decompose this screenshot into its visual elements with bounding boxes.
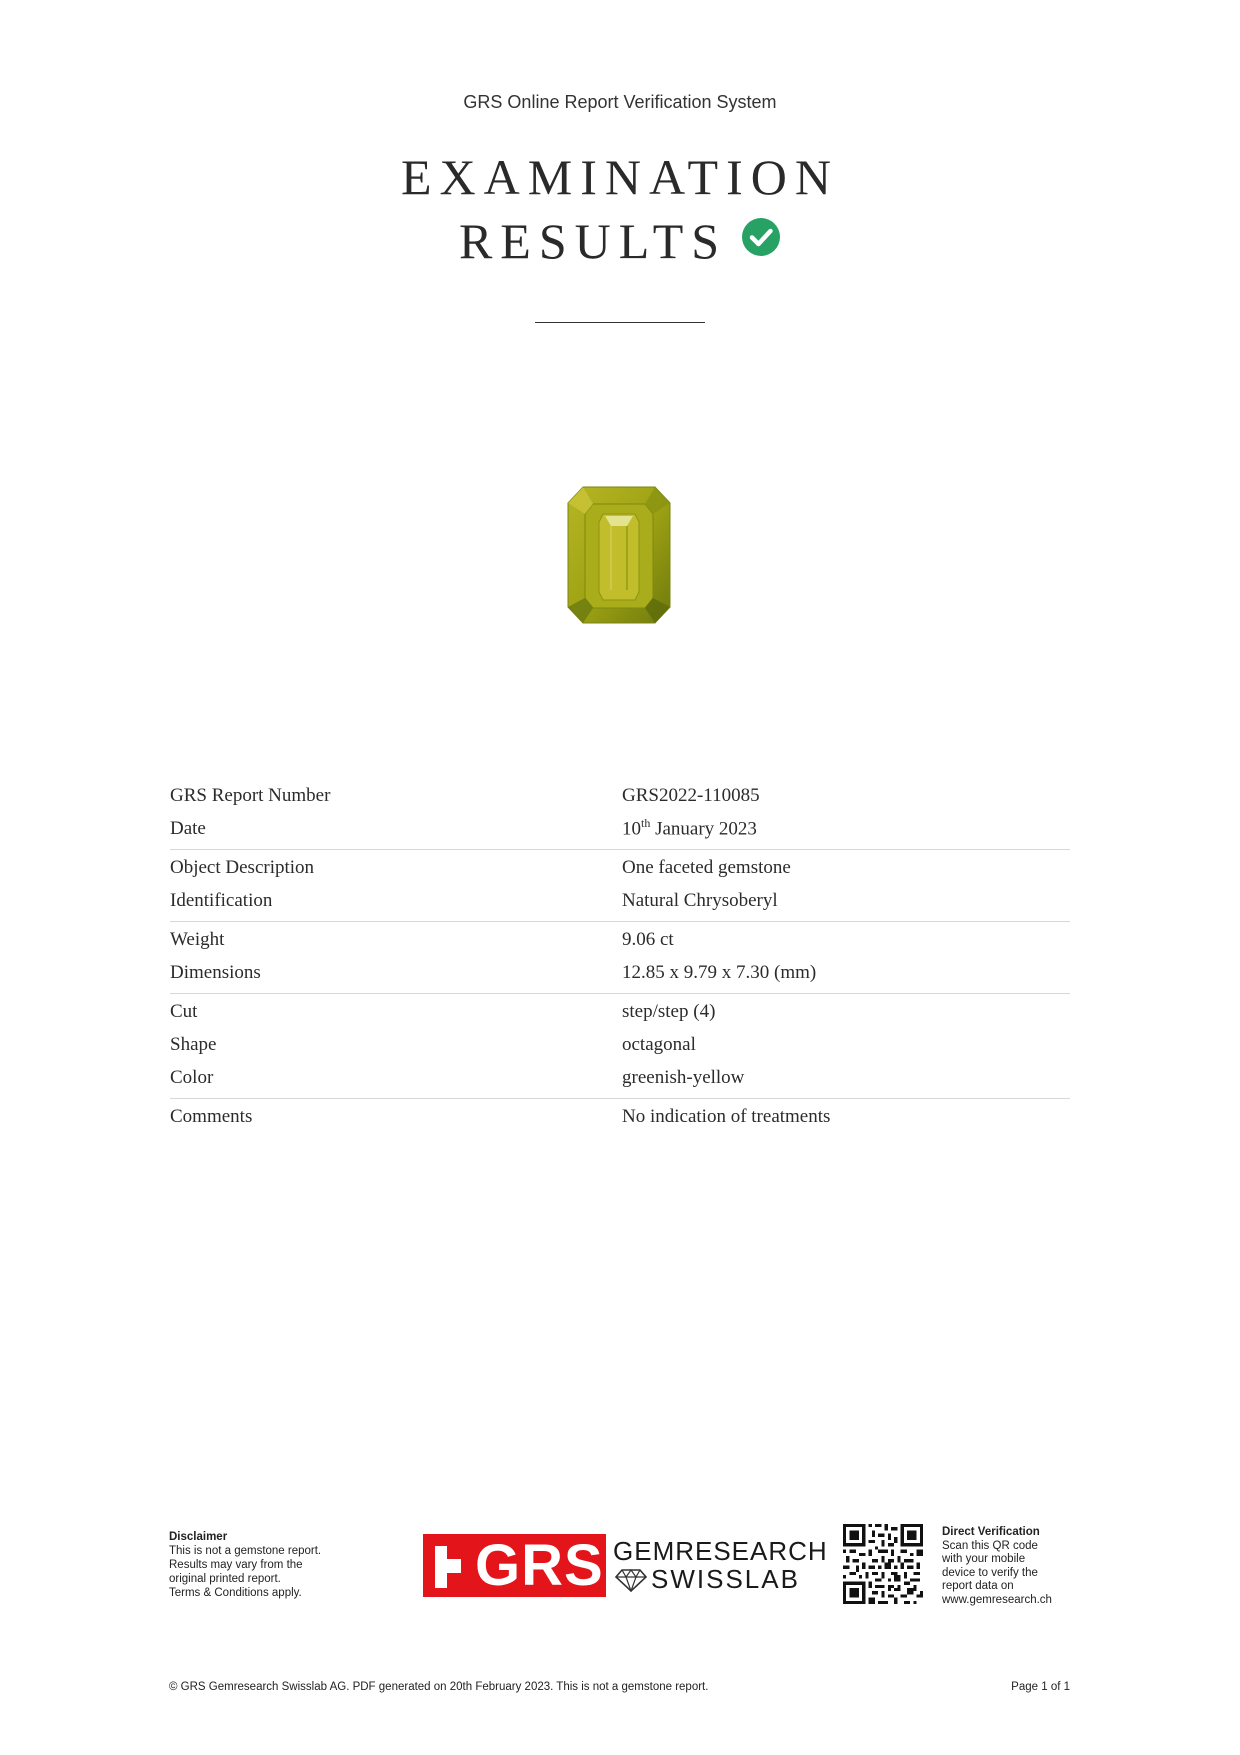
table-row (170, 779, 1070, 812)
row-value: 12.85 x 9.79 x 7.30 (mm) (622, 961, 817, 983)
table-row (170, 923, 1070, 956)
table-group-measurements (170, 922, 1070, 994)
logo-line-1: GEMRESEARCH (613, 1536, 828, 1566)
row-label: Dimensions (170, 961, 261, 983)
title-line-2: RESULTS (458, 213, 728, 269)
verification-line: with your mobile (942, 1553, 1026, 1565)
row-value: step/step (4) (622, 1000, 716, 1022)
row-value (622, 816, 1070, 840)
disclaimer (169, 1530, 359, 1600)
table-row (170, 884, 1070, 917)
date-suffix: th (641, 816, 651, 831)
row-value: 9.06 ct (622, 928, 674, 950)
title-divider (535, 322, 705, 323)
footer-page-number: Page 1 of 1 (1011, 1681, 1070, 1693)
check-circle-icon (741, 217, 781, 257)
row-value: GRS2022-110085 (622, 784, 760, 806)
verification-line: Scan this QR code (942, 1539, 1038, 1552)
row-value: greenish-yellow (622, 1066, 745, 1088)
report-table (170, 778, 1070, 1137)
verification-url[interactable]: www.gemresearch.ch (942, 1593, 1052, 1606)
qr-code-icon[interactable] (843, 1524, 923, 1604)
system-name: GRS Online Report Verification System (463, 92, 777, 112)
table-group-appearance (170, 994, 1070, 1099)
row-value: octagonal (622, 1033, 696, 1055)
grs-logo (423, 1530, 828, 1598)
table-row (170, 1028, 1070, 1061)
row-label: Color (170, 1066, 214, 1088)
footer-copyright: © GRS Gemresearch Swisslab AG. PDF generated on 20th February 2023. This is not a gemstone report. (169, 1681, 709, 1693)
disclaimer-line: Results may vary from the (169, 1559, 303, 1571)
logo-line-2: SWISSLAB (651, 1564, 800, 1594)
disclaimer-line: Terms & Conditions apply. (169, 1587, 302, 1599)
disclaimer-heading: Disclaimer (169, 1531, 228, 1543)
table-row (170, 812, 1070, 845)
row-label: Date (170, 817, 206, 839)
table-row (170, 1100, 1070, 1133)
row-label: Weight (170, 928, 225, 950)
row-value: One faceted gemstone (622, 856, 791, 878)
date-day: 10 (622, 818, 641, 840)
logo-red-block (423, 1534, 606, 1597)
row-label: Object Description (170, 856, 315, 878)
gemstone-image (567, 486, 671, 624)
logo-mark: GRS (475, 1533, 604, 1598)
verification-heading: Direct Verification (942, 1526, 1040, 1538)
disclaimer-line: This is not a gemstone report. (169, 1545, 322, 1557)
verification-line: report data on (942, 1580, 1014, 1592)
verification-line: device to verify the (942, 1566, 1038, 1579)
row-value: No indication of treatments (622, 1105, 831, 1127)
direct-verification (942, 1526, 1082, 1607)
row-value: Natural Chrysoberyl (622, 889, 778, 911)
table-group-object (170, 850, 1070, 922)
date-rest: January 2023 (650, 818, 757, 840)
row-label: Identification (170, 889, 273, 911)
title-line-2-wrap (0, 212, 1240, 270)
diamond-icon (615, 1568, 647, 1592)
title-line-1: EXAMINATION (401, 149, 839, 205)
table-row (170, 1061, 1070, 1094)
table-row (170, 851, 1070, 884)
row-label: GRS Report Number (170, 784, 331, 806)
table-group-report (170, 778, 1070, 850)
row-label: Cut (170, 1000, 198, 1022)
table-row (170, 956, 1070, 989)
row-label: Shape (170, 1033, 217, 1055)
table-group-comments (170, 1099, 1070, 1137)
row-label: Comments (170, 1105, 253, 1127)
disclaimer-line: original printed report. (169, 1573, 281, 1585)
table-row (170, 995, 1070, 1028)
